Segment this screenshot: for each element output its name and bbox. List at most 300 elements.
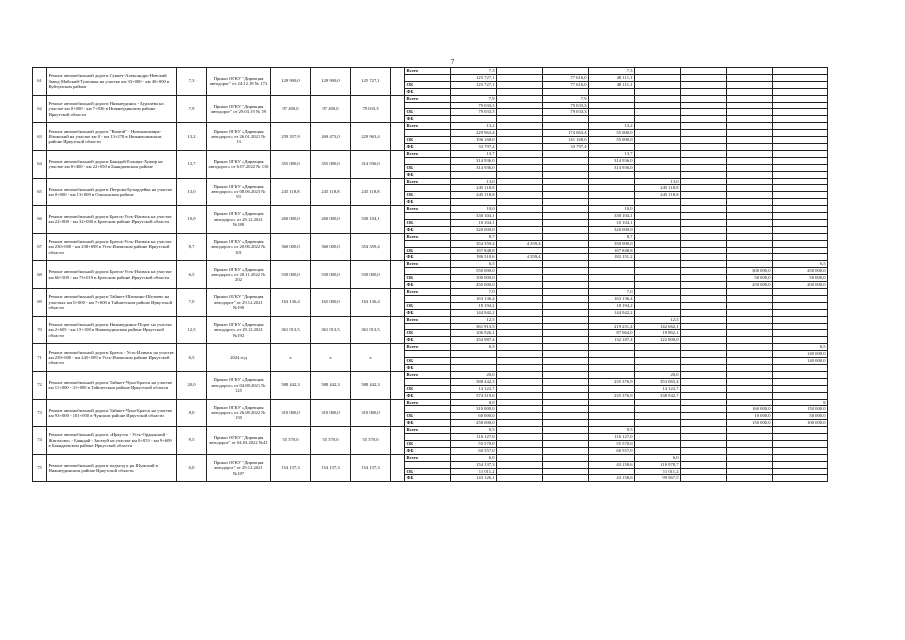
amount-cell <box>635 81 681 88</box>
amount-cell <box>497 275 543 282</box>
amount-cell <box>543 447 589 454</box>
amount-cell: 314 936,0 <box>589 164 635 171</box>
amount-cell <box>773 468 828 475</box>
amount-cell <box>497 358 543 365</box>
approval-document: Приказ ОГКУ «Дирекция автодорог» от 26.08.2022 № 150 <box>207 399 271 427</box>
amount-cell <box>543 468 589 475</box>
amount-cell <box>497 454 543 461</box>
amount-cell <box>773 440 828 447</box>
amount-cell <box>589 364 635 371</box>
table-row <box>33 427 828 434</box>
amount-cell <box>773 371 828 378</box>
amount-cell <box>543 475 589 482</box>
amount-cell: 150 000,0 <box>727 420 773 427</box>
amount-cell <box>727 344 773 351</box>
funding-source: ОБ <box>405 275 451 282</box>
total-cost: 361 913,5 <box>351 316 391 344</box>
amount-cell <box>727 247 773 254</box>
amount-cell <box>543 254 589 261</box>
amount-cell <box>635 109 681 116</box>
object-name: Ремонт автомобильной дороги Нижнеудинск - Бурхаева на участке км 0+000 - км 7+936 в Нижнеудинском районе Иркутской области <box>47 95 177 123</box>
amount-cell: 13,0 <box>451 178 497 185</box>
limit-cost: 97 200,0 <box>311 95 351 123</box>
amount-cell <box>635 289 681 296</box>
amount-cell: 310 000,0 <box>451 406 497 413</box>
object-name: Ремонт автомобильной дороги Тайшет-Чуна-Братск на участке км 11+000 - 31+000 в Тайшетском районе Иркутской области <box>47 371 177 399</box>
amount-cell <box>727 123 773 130</box>
amount-cell <box>635 295 681 302</box>
estimated-cost: 550 000,0 <box>271 261 311 289</box>
row-number: 68 <box>33 261 47 289</box>
amount-cell <box>635 440 681 447</box>
amount-cell <box>589 454 635 461</box>
amount-cell <box>727 289 773 296</box>
amount-cell <box>543 171 589 178</box>
amount-cell: 43 158,6 <box>589 461 635 468</box>
amount-cell <box>635 447 681 454</box>
amount-cell <box>497 427 543 434</box>
amount-cell <box>543 454 589 461</box>
amount-cell: 9,5 <box>451 427 497 434</box>
funding-source <box>405 240 451 247</box>
funding-source <box>405 185 451 192</box>
estimated-cost: 310 000,0 <box>271 399 311 427</box>
amount-cell: 12,5 <box>635 316 681 323</box>
funding-source: Всего <box>405 233 451 240</box>
amount-cell: 320 000,0 <box>451 226 497 233</box>
funding-source: Всего <box>405 371 451 378</box>
amount-cell <box>497 213 543 220</box>
amount-cell <box>681 123 727 130</box>
limit-cost: 260 000,0 <box>311 206 351 234</box>
estimated-cost: 260 000,0 <box>271 206 311 234</box>
amount-cell: 12,5 <box>451 316 497 323</box>
row-number: 70 <box>33 316 47 344</box>
amount-cell <box>543 302 589 309</box>
amount-cell <box>543 226 589 233</box>
funding-source: ФБ <box>405 337 451 344</box>
amount-cell <box>773 447 828 454</box>
funding-source: ФБ <box>405 171 451 178</box>
row-number: 65 <box>33 178 47 206</box>
amount-cell <box>497 233 543 240</box>
approval-document: Приказ ОГКУ «Дирекция автодорог» от 29.12.2021 №188 <box>207 206 271 234</box>
amount-cell <box>727 392 773 399</box>
amount-cell: 167 848,8 <box>451 247 497 254</box>
funding-source: Всего <box>405 261 451 268</box>
amount-cell: 163 136,4 <box>451 295 497 302</box>
amount-cell <box>635 206 681 213</box>
road-repair-table <box>32 67 828 482</box>
funding-source <box>405 406 451 413</box>
length-km: 13,2 <box>177 123 207 151</box>
amount-cell <box>727 461 773 468</box>
amount-cell <box>497 351 543 358</box>
table-row <box>33 454 828 461</box>
amount-cell <box>727 240 773 247</box>
amount-cell <box>773 434 828 441</box>
amount-cell <box>497 447 543 454</box>
amount-cell <box>497 171 543 178</box>
estimated-cost: 97 200,0 <box>271 95 311 123</box>
amount-cell <box>635 358 681 365</box>
length-km: 13,0 <box>177 178 207 206</box>
object-name: Ремонт автомобильной дороги Петрова-Бутырдейка на участке км 0+000 - км 13+000 в Ольхонском районе <box>47 178 177 206</box>
length-km: 8,0 <box>177 399 207 427</box>
amount-cell: 110 978,7 <box>635 461 681 468</box>
funding-source: ОБ <box>405 164 451 171</box>
amount-cell <box>589 109 635 116</box>
amount-cell <box>497 192 543 199</box>
funding-source <box>405 268 451 275</box>
amount-cell <box>497 95 543 102</box>
limit-cost: 154 137,3 <box>311 454 351 482</box>
table-row <box>33 123 828 130</box>
amount-cell: 79 033,3 <box>451 109 497 116</box>
amount-cell <box>773 123 828 130</box>
amount-cell <box>681 254 727 261</box>
approval-document: Приказ ОГКУ «Дирекция автодорог» от 26.01.2021 № 13 <box>207 123 271 151</box>
amount-cell: 8,7 <box>451 233 497 240</box>
amount-cell <box>773 302 828 309</box>
amount-cell <box>681 247 727 254</box>
amount-cell: 20,0 <box>451 371 497 378</box>
limit-cost: 245 118,8 <box>311 178 351 206</box>
amount-cell <box>773 185 828 192</box>
length-km: 8,7 <box>177 233 207 261</box>
row-number: 74 <box>33 427 47 455</box>
amount-cell <box>635 240 681 247</box>
amount-cell: 50 000,0 <box>727 275 773 282</box>
amount-cell <box>773 289 828 296</box>
amount-cell: 167 848,8 <box>589 247 635 254</box>
amount-cell <box>635 137 681 144</box>
amount-cell <box>589 399 635 406</box>
table-row <box>33 399 828 406</box>
amount-cell <box>773 102 828 109</box>
amount-cell <box>681 268 727 275</box>
amount-cell: 7,0 <box>451 289 497 296</box>
funding-source: ФБ <box>405 420 451 427</box>
amount-cell <box>727 302 773 309</box>
limit-cost: 550 000,0 <box>311 261 351 289</box>
amount-cell: 100 000,0 <box>451 275 497 282</box>
amount-cell: 7,0 <box>589 289 635 296</box>
amount-cell <box>543 275 589 282</box>
amount-cell <box>681 171 727 178</box>
amount-cell <box>635 434 681 441</box>
spacer-cell <box>391 371 405 399</box>
amount-cell <box>681 337 727 344</box>
amount-cell <box>451 116 497 123</box>
length-km: 6,5 <box>177 261 207 289</box>
total-cost: 330 104,1 <box>351 206 391 234</box>
amount-cell <box>727 371 773 378</box>
row-number: 71 <box>33 344 47 372</box>
amount-cell: 314 936,0 <box>451 157 497 164</box>
amount-cell: 300 000,0 <box>727 268 773 275</box>
estimated-cost: 154 137,3 <box>271 454 311 482</box>
row-number: 66 <box>33 206 47 234</box>
amount-cell: 350 000,0 <box>589 240 635 247</box>
amount-cell <box>497 226 543 233</box>
amount-cell: 79 033,3 <box>543 109 589 116</box>
amount-cell <box>727 385 773 392</box>
amount-cell <box>543 123 589 130</box>
amount-cell <box>681 344 727 351</box>
object-name: Ремонт автомобильной дороги Баяндай-Еланцы-Хужир на участке км 8+400 - км 22+050 в Баяндаевском районе <box>47 150 177 178</box>
funding-source: ОБ <box>405 137 451 144</box>
amount-cell <box>681 240 727 247</box>
amount-cell <box>773 95 828 102</box>
amount-cell <box>497 413 543 420</box>
amount-cell: 7,3 <box>451 68 497 75</box>
amount-cell <box>497 295 543 302</box>
amount-cell <box>773 219 828 226</box>
funding-source: ОБ <box>405 385 451 392</box>
amount-cell <box>681 178 727 185</box>
amount-cell <box>635 268 681 275</box>
amount-cell <box>727 213 773 220</box>
amount-cell <box>727 219 773 226</box>
spacer-cell <box>391 150 405 178</box>
length-km: 9,5 <box>177 427 207 455</box>
length-km: 7,9 <box>177 95 207 123</box>
amount-cell: 132 187,4 <box>589 337 635 344</box>
amount-cell <box>681 261 727 268</box>
total-cost: 354 359,4 <box>351 233 391 261</box>
amount-cell <box>497 316 543 323</box>
amount-cell <box>497 143 543 150</box>
funding-source: Всего <box>405 150 451 157</box>
total-cost: х <box>351 344 391 372</box>
amount-cell <box>497 81 543 88</box>
amount-cell <box>543 330 589 337</box>
amount-cell <box>497 185 543 192</box>
amount-cell <box>727 68 773 75</box>
funding-source: ОБ <box>405 413 451 420</box>
amount-cell <box>589 282 635 289</box>
funding-source: ФБ <box>405 88 451 95</box>
amount-cell <box>635 219 681 226</box>
spacer-cell <box>391 454 405 482</box>
amount-cell: 20,0 <box>635 371 681 378</box>
amount-cell <box>681 364 727 371</box>
amount-cell <box>635 213 681 220</box>
amount-cell <box>681 199 727 206</box>
amount-cell <box>727 137 773 144</box>
length-km: 7,0 <box>177 289 207 317</box>
amount-cell <box>635 130 681 137</box>
row-number: 64 <box>33 150 47 178</box>
amount-cell <box>773 254 828 261</box>
funding-source: ОБ <box>405 468 451 475</box>
approval-document: Приказ ОГКУ "Дирекция автодорог" от 29.12.2021 №190 <box>207 289 271 317</box>
amount-cell <box>727 316 773 323</box>
amount-cell <box>543 323 589 330</box>
spacer-cell <box>391 206 405 234</box>
amount-cell <box>543 358 589 365</box>
amount-cell <box>727 88 773 95</box>
amount-cell: 14 122,7 <box>635 385 681 392</box>
amount-cell: 13,0 <box>635 178 681 185</box>
amount-cell <box>681 420 727 427</box>
amount-cell <box>497 130 543 137</box>
amount-cell: 77 616,0 <box>543 74 589 81</box>
amount-cell <box>727 295 773 302</box>
approval-document: Приказ ОГКУ «Дирекция автодорог» от 6.07.2022 № 110 <box>207 150 271 178</box>
amount-cell <box>773 316 828 323</box>
funding-source: Всего <box>405 178 451 185</box>
table-row <box>33 316 828 323</box>
amount-cell: 174 063,4 <box>543 130 589 137</box>
amount-cell <box>497 88 543 95</box>
amount-cell <box>773 178 828 185</box>
amount-cell <box>635 150 681 157</box>
estimated-cost: 163 136,4 <box>271 289 311 317</box>
amount-cell: 6,0 <box>635 454 681 461</box>
limit-cost: 165 000,0 <box>311 289 351 317</box>
amount-cell: 144 942,2 <box>589 309 635 316</box>
amount-cell <box>727 206 773 213</box>
amount-cell <box>635 171 681 178</box>
table-row <box>33 344 828 351</box>
amount-cell: 250 000,0 <box>451 420 497 427</box>
amount-cell <box>727 95 773 102</box>
amount-cell <box>635 351 681 358</box>
amount-cell <box>773 427 828 434</box>
amount-cell: 77 616,0 <box>543 81 589 88</box>
amount-cell <box>543 420 589 427</box>
amount-cell: 11 011,2 <box>635 468 681 475</box>
amount-cell <box>773 192 828 199</box>
amount-cell: 33 797,4 <box>543 143 589 150</box>
amount-cell <box>635 68 681 75</box>
amount-cell <box>497 461 543 468</box>
amount-cell <box>497 371 543 378</box>
amount-cell <box>497 116 543 123</box>
amount-cell <box>589 95 635 102</box>
amount-cell <box>727 330 773 337</box>
amount-cell <box>589 420 635 427</box>
amount-cell <box>681 399 727 406</box>
amount-cell: 13,2 <box>589 123 635 130</box>
amount-cell: 141 168,0 <box>543 137 589 144</box>
amount-cell: 79 033,3 <box>451 102 497 109</box>
amount-cell: 10 000,0 <box>727 413 773 420</box>
amount-cell: 7,9 <box>451 95 497 102</box>
object-name: Ремонт автомобильной дороги Сукнет-Александро-Невский Завод-Майский-Тулюшка на участке км 33+000 - км 40+000 в Куйтунском районе <box>47 68 177 96</box>
amount-cell: 13,2 <box>451 123 497 130</box>
amount-cell <box>543 157 589 164</box>
amount-cell <box>635 427 681 434</box>
amount-cell <box>589 143 635 150</box>
amount-cell: 314 936,0 <box>451 164 497 171</box>
approval-document: Приказ ОГКУ «Дирекция автодорог» от 04.08.2021 № 125 <box>207 371 271 399</box>
amount-cell: 13,7 <box>451 150 497 157</box>
amount-cell <box>681 295 727 302</box>
amount-cell: 50 000,0 <box>773 413 828 420</box>
amount-cell: 7,3 <box>589 68 635 75</box>
amount-cell <box>773 143 828 150</box>
total-cost: 588 442,3 <box>351 371 391 399</box>
amount-cell: 55 570,0 <box>451 440 497 447</box>
funding-source: ФБ <box>405 447 451 454</box>
funding-source: Всего <box>405 399 451 406</box>
amount-cell <box>543 164 589 171</box>
amount-cell <box>727 199 773 206</box>
amount-cell: 250 000,0 <box>773 268 828 275</box>
amount-cell <box>773 295 828 302</box>
amount-cell <box>543 344 589 351</box>
amount-cell <box>681 213 727 220</box>
total-cost: 550 000,0 <box>351 261 391 289</box>
amount-cell <box>497 178 543 185</box>
amount-cell <box>773 74 828 81</box>
amount-cell: 7,9 <box>543 95 589 102</box>
funding-source: ОБ <box>405 302 451 309</box>
amount-cell: 79 033,3 <box>543 102 589 109</box>
amount-cell <box>773 309 828 316</box>
amount-cell: 200 000,0 <box>773 282 828 289</box>
amount-cell <box>497 137 543 144</box>
amount-cell <box>635 282 681 289</box>
approval-document: Приказ ОГКУ "Дирекция автодорог" от 24.12.18 № 173 <box>207 68 271 96</box>
amount-cell <box>635 199 681 206</box>
amount-cell <box>773 81 828 88</box>
funding-source: Всего <box>405 95 451 102</box>
amount-cell <box>497 330 543 337</box>
amount-cell <box>589 102 635 109</box>
amount-cell <box>589 468 635 475</box>
amount-cell: 6,5 <box>773 344 828 351</box>
funding-source: ОБ <box>405 81 451 88</box>
amount-cell <box>543 150 589 157</box>
spacer-cell <box>391 289 405 317</box>
amount-cell <box>589 371 635 378</box>
amount-cell <box>727 351 773 358</box>
amount-cell <box>635 95 681 102</box>
amount-cell <box>543 199 589 206</box>
limit-cost: 129 900,0 <box>311 68 351 96</box>
funding-source <box>405 351 451 358</box>
amount-cell <box>589 192 635 199</box>
spacer-cell <box>391 178 405 206</box>
approval-document: Приказ ОГКУ «Дирекция автодорог» от 29.12.2021 №192 <box>207 316 271 344</box>
amount-cell <box>635 88 681 95</box>
amount-cell <box>773 392 828 399</box>
funding-source: Всего <box>405 427 451 434</box>
amount-cell <box>635 116 681 123</box>
amount-cell: 140 000,0 <box>773 358 828 365</box>
amount-cell <box>589 344 635 351</box>
amount-cell <box>727 254 773 261</box>
amount-cell: 144 942,2 <box>451 309 497 316</box>
table-row <box>33 68 828 75</box>
amount-cell <box>681 289 727 296</box>
amount-cell: 87 064,0 <box>589 330 635 337</box>
amount-cell <box>773 157 828 164</box>
amount-cell <box>727 102 773 109</box>
funding-source: ОБ <box>405 247 451 254</box>
amount-cell <box>589 116 635 123</box>
amount-cell <box>543 399 589 406</box>
amount-cell <box>681 302 727 309</box>
amount-cell: 6,5 <box>451 261 497 268</box>
amount-cell: 320 000,0 <box>589 226 635 233</box>
amount-cell <box>727 309 773 316</box>
amount-cell <box>773 385 828 392</box>
